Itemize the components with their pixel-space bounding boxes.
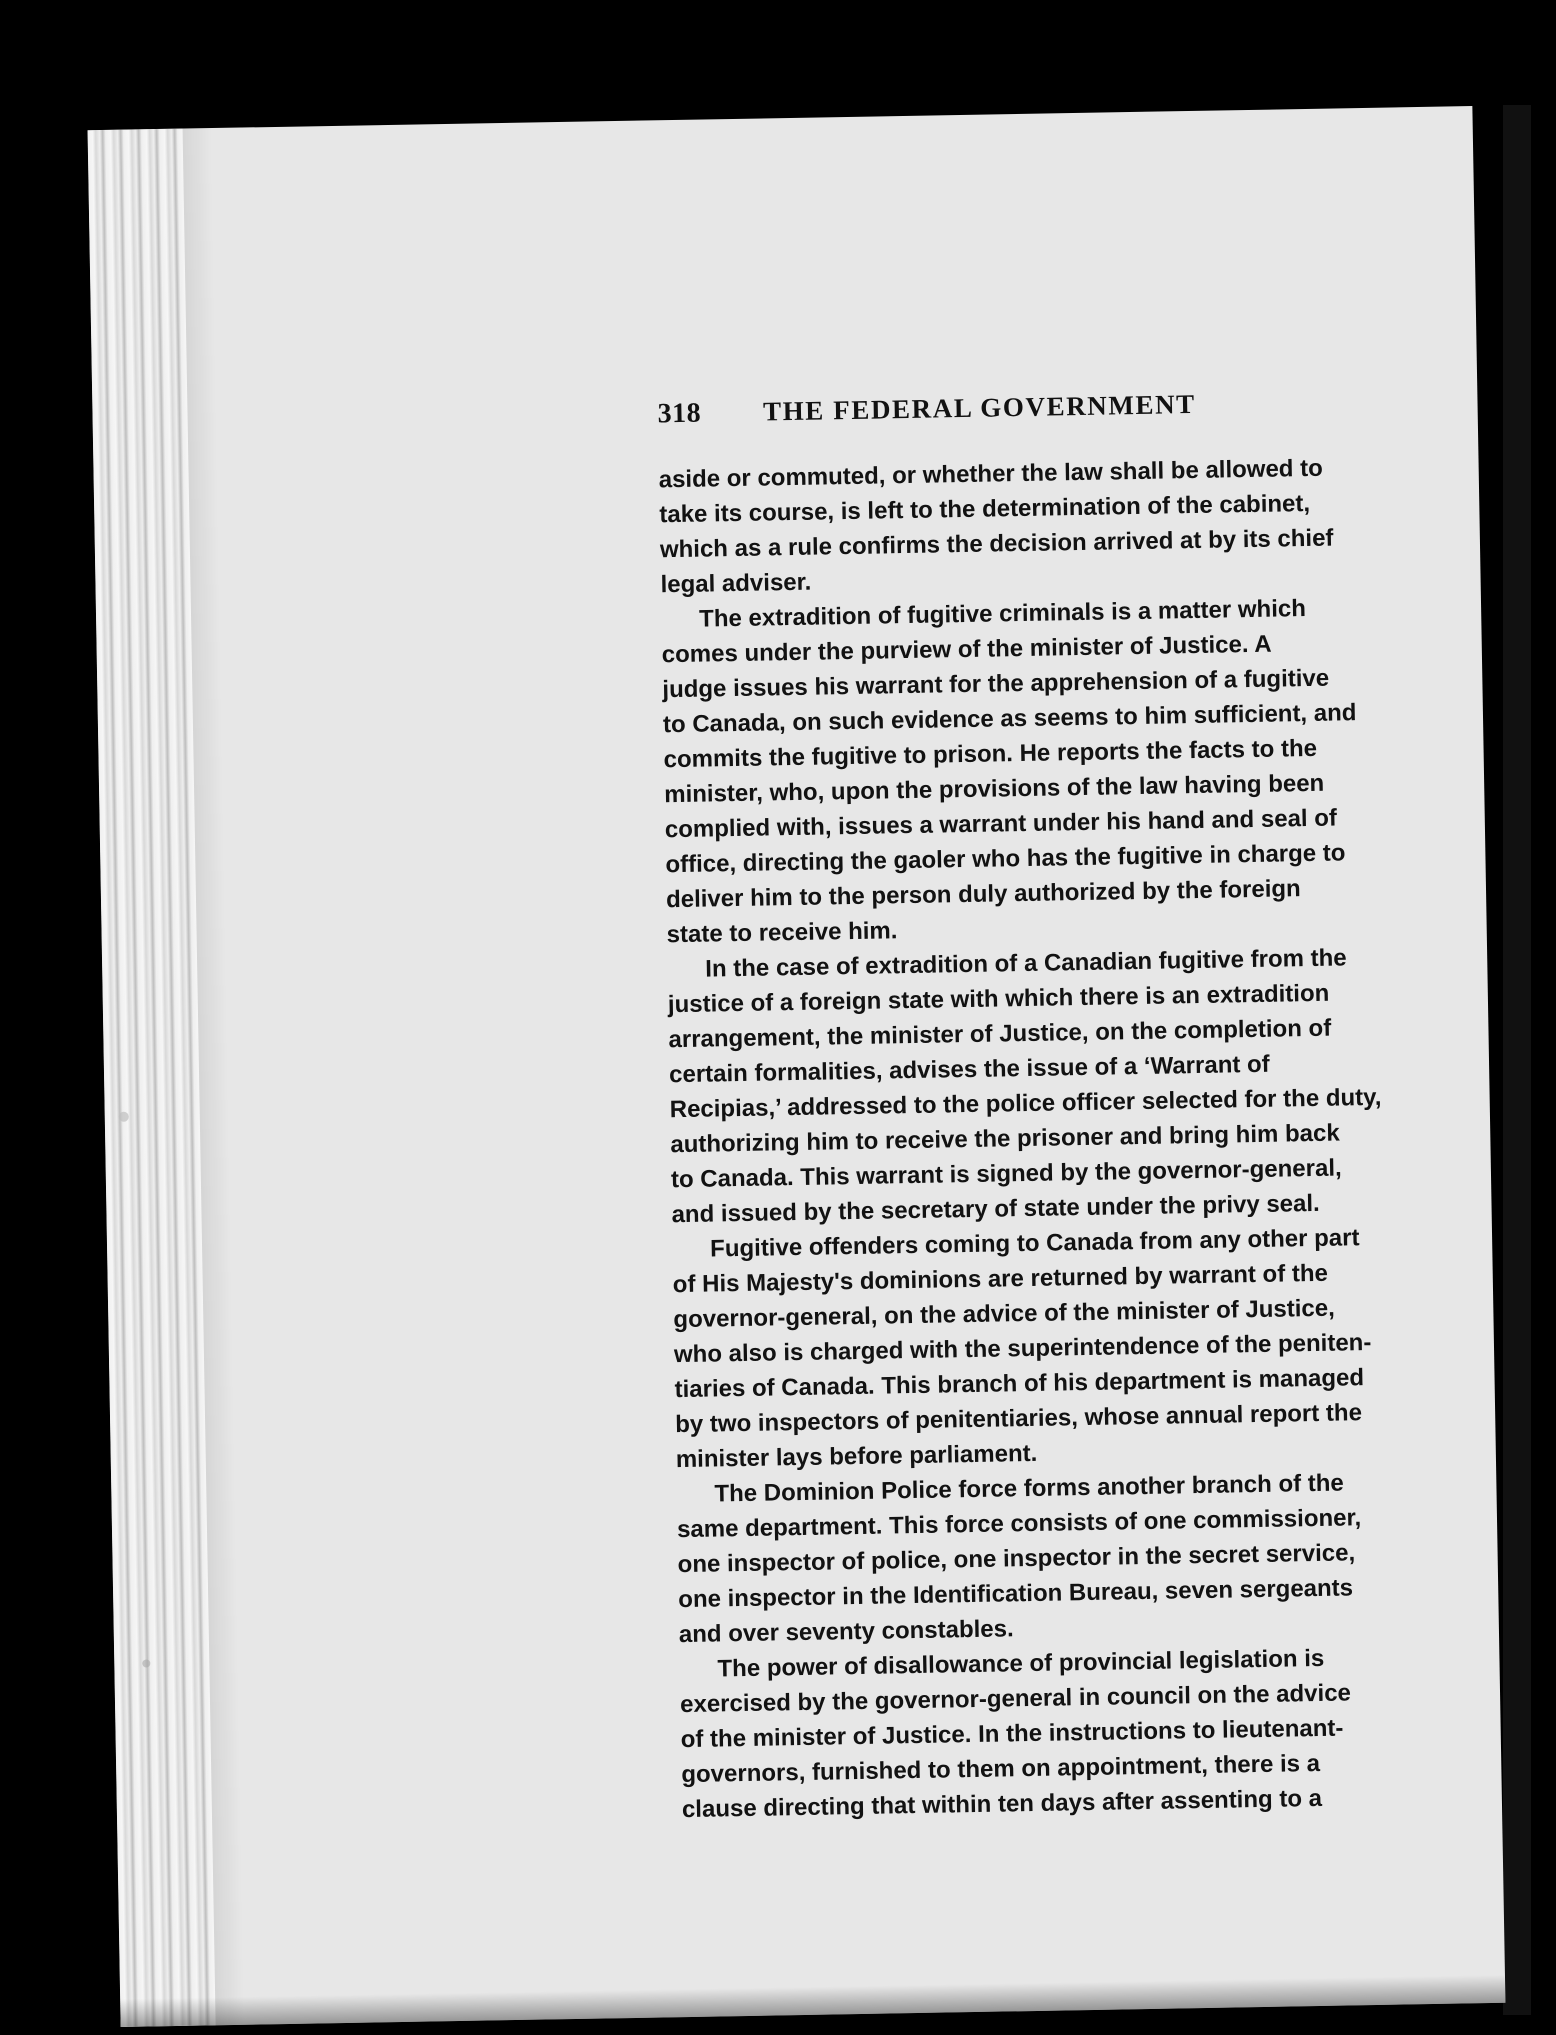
text-line: to Canada. This warrant is signed by the governor-general,	[670, 1154, 1342, 1194]
book-spine-shadow	[1503, 105, 1531, 2015]
text-line: to Canada, on such evidence as seems to him sufficient, and	[662, 699, 1357, 739]
text-line: minister lays before parliament.	[675, 1439, 1038, 1474]
text-line: governors, furnished to them on appointment, there is a	[681, 1749, 1321, 1789]
text-line: comes under the purview of the minister of Justice. A	[661, 630, 1272, 669]
text-line: minister, who, upon the provisions of the law having been	[664, 769, 1325, 809]
page-content	[647, 385, 1461, 1824]
text-line: complied with, issues a warrant under his hand and seal of	[664, 804, 1338, 844]
text-line: Fugitive offenders coming to Canada from any other part	[709, 1224, 1360, 1263]
text-line: governor-general, on the advice of the minister of Justice,	[673, 1294, 1336, 1334]
running-head: THE FEDERAL GOVERNMENT	[762, 388, 1197, 427]
text-line: clause directing that within ten days after assenting to a	[681, 1784, 1323, 1824]
text-line: arrangement, the minister of Justice, on the completion of	[668, 1014, 1332, 1054]
text-line: certain formalities, advises the issue of a ‘Warrant of	[668, 1050, 1270, 1089]
text-line: The Dominion Police force forms another branch of the	[714, 1469, 1344, 1508]
text-line: tiaries of Canada. This branch of his department is managed	[674, 1364, 1365, 1404]
text-line: The extradition of fugitive criminals is a matter which	[698, 595, 1307, 633]
scanned-page	[88, 106, 1506, 2027]
text-line: take its course, is left to the determination of the cabinet,	[659, 489, 1311, 529]
text-line: state to receive him.	[666, 917, 898, 949]
page-header	[657, 385, 1438, 453]
text-line: commits the fugitive to prison. He reports the facts to the	[663, 734, 1318, 774]
text-line: Recipias,’ addressed to the police officer selected for the duty,	[669, 1083, 1382, 1124]
text-line: one inspector of police, one inspector in the secret service,	[677, 1539, 1356, 1579]
text-line: which as a rule confirms the decision arrived at by its chief	[659, 524, 1334, 564]
text-line: same department. This force consists of one commissioner,	[676, 1504, 1362, 1544]
text-line: authorizing him to receive the prisoner and bring him back	[670, 1119, 1340, 1159]
page-number: 318	[657, 397, 702, 430]
text-line: and issued by the secretary of state under the privy seal.	[671, 1189, 1320, 1229]
text-line: judge issues his warrant for the apprehension of a fugitive	[662, 664, 1330, 704]
text-line: one inspector in the Identification Bureau, seven sergeants	[678, 1574, 1354, 1614]
text-line: of His Majesty's dominions are returned by warrant of the	[672, 1259, 1329, 1299]
text-line: The power of disallowance of provincial legislation is	[717, 1644, 1325, 1683]
text-line: In the case of extradition of a Canadian fugitive from the	[705, 944, 1347, 983]
body-text	[658, 449, 1442, 1827]
text-line: of the minister of Justice. In the instructions to lieutenant-	[680, 1714, 1344, 1754]
text-line: office, directing the gaoler who has the fugitive in charge to	[665, 839, 1346, 879]
text-line: and over seventy constables.	[678, 1615, 1014, 1649]
text-line: deliver him to the person duly authorized by the foreign	[665, 875, 1301, 914]
text-line: aside or commuted, or whether the law shall be allowed to	[658, 454, 1324, 494]
text-line: exercised by the governor-general in council on the advice	[679, 1679, 1352, 1719]
text-line: legal adviser.	[660, 568, 812, 599]
text-line: justice of a foreign state with which there is an extradition	[667, 979, 1330, 1019]
text-line: by two inspectors of penitentiaries, whose annual report the	[674, 1399, 1363, 1439]
text-line: who also is charged with the superintendence of the peniten-	[673, 1329, 1372, 1369]
